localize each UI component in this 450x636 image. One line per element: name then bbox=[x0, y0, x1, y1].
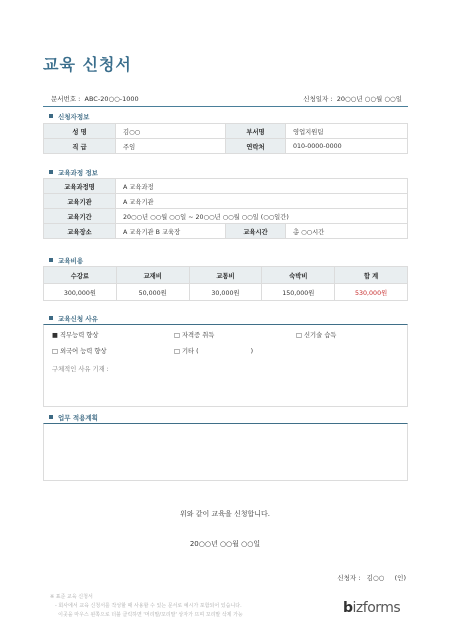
contact-label: 연락처 bbox=[226, 139, 286, 154]
cost-table bbox=[43, 266, 408, 301]
section-heading-applicant bbox=[49, 112, 89, 121]
section-heading-cost bbox=[49, 256, 83, 265]
table-row bbox=[44, 124, 408, 139]
cost-header-textbook: 교재비 bbox=[116, 267, 189, 284]
course-table bbox=[43, 178, 408, 239]
institution-label: 교육기관 bbox=[44, 194, 116, 209]
page-title: 교육 신청서 bbox=[43, 55, 132, 74]
table-row bbox=[44, 224, 408, 239]
applicant-sign-label: 신청자 : bbox=[337, 574, 361, 582]
section-title: 교육신청 사유 bbox=[58, 315, 98, 323]
period-value[interactable]: 20○○년 ○○월 ○○일 ~ 20○○년 ○○월 ○○일 (○○일간) bbox=[116, 209, 408, 224]
table-row bbox=[44, 194, 408, 209]
statement: 위와 같이 교육을 신청합니다. bbox=[179, 510, 271, 518]
section-heading-course bbox=[49, 168, 98, 177]
cost-header-transport: 교통비 bbox=[189, 267, 262, 284]
cost-tuition[interactable]: 300,000원 bbox=[44, 284, 117, 301]
section-marker-icon bbox=[49, 170, 53, 174]
section-title: 업무 적용계획 bbox=[58, 414, 98, 422]
section-heading-reason bbox=[49, 314, 98, 323]
rank-label: 직 급 bbox=[44, 139, 116, 154]
reason-option-other[interactable]: □ 기타 ( ) bbox=[174, 348, 254, 355]
place-label: 교육장소 bbox=[44, 224, 116, 239]
apply-date-label: 신청일자 : bbox=[303, 95, 333, 103]
doc-number bbox=[51, 94, 139, 103]
table-row bbox=[44, 267, 408, 284]
course-value[interactable]: A 교육과정 bbox=[116, 179, 408, 194]
brand-name: izforms bbox=[352, 600, 401, 616]
cost-header-lodging: 숙박비 bbox=[262, 267, 335, 284]
contact-value[interactable]: 010-0000-0000 bbox=[286, 139, 408, 154]
dept-value[interactable]: 영업지원팀 bbox=[286, 124, 408, 139]
name-label: 성 명 bbox=[44, 124, 116, 139]
table-row bbox=[44, 284, 408, 301]
course-label: 교육과정명 bbox=[44, 179, 116, 194]
doc-number-label: 문서번호 : bbox=[51, 95, 81, 103]
cost-header-total: 합 계 bbox=[335, 267, 408, 284]
reason-detail-label[interactable]: 구체적인 사유 기재 : bbox=[52, 366, 109, 373]
institution-value[interactable]: A 교육기관 bbox=[116, 194, 408, 209]
reason-option-job-skill[interactable]: ■ 직무능력 향상 bbox=[52, 332, 99, 339]
plan-input-box[interactable] bbox=[43, 423, 408, 481]
section-marker-icon bbox=[49, 258, 53, 262]
section-heading-plan bbox=[49, 413, 98, 422]
rank-value[interactable]: 주임 bbox=[116, 139, 226, 154]
applicant-table bbox=[43, 123, 408, 154]
section-marker-icon bbox=[49, 316, 53, 320]
cost-textbook[interactable]: 50,000원 bbox=[116, 284, 189, 301]
section-title: 교육비용 bbox=[58, 257, 84, 265]
footnote-line-1: - 회사에서 교육 신청서를 작성할 때 사용할 수 있는 문서로 예시가 포함되어 있습니다. bbox=[55, 603, 242, 609]
hours-label: 교육시간 bbox=[226, 224, 286, 239]
cost-header-tuition: 수강료 bbox=[44, 267, 117, 284]
place-value[interactable]: A 교육기관 B 교육장 bbox=[116, 224, 226, 239]
doc-number-value: ABC-20○○-1000 bbox=[84, 95, 139, 103]
applicant-seal: (인) bbox=[394, 574, 406, 582]
reason-option-language[interactable]: □ 외국어 능력 향상 bbox=[52, 348, 107, 355]
applicant-signature bbox=[337, 573, 406, 582]
reason-option-new-tech[interactable]: □ 신기술 습득 bbox=[296, 332, 337, 339]
cost-lodging[interactable]: 150,000원 bbox=[262, 284, 335, 301]
apply-date bbox=[303, 94, 402, 103]
hours-value[interactable]: 총 ○○시간 bbox=[286, 224, 408, 239]
reason-option-certificate[interactable]: □ 자격증 취득 bbox=[174, 332, 215, 339]
section-title: 교육과정 정보 bbox=[58, 169, 98, 177]
table-row bbox=[44, 209, 408, 224]
footnote-title: ※ 표준 교육 신청서 bbox=[50, 594, 93, 600]
sign-date: 20○○년 ○○월 ○○일 bbox=[189, 540, 261, 548]
cost-transport[interactable]: 30,000원 bbox=[189, 284, 262, 301]
section-title: 신청자정보 bbox=[58, 113, 90, 121]
name-value[interactable]: 김○○ bbox=[116, 124, 226, 139]
period-label: 교육기간 bbox=[44, 209, 116, 224]
cost-total: 530,000원 bbox=[335, 284, 408, 301]
reason-box bbox=[43, 324, 408, 407]
doc-info-bar bbox=[43, 91, 408, 107]
dept-label: 부서명 bbox=[226, 124, 286, 139]
section-marker-icon bbox=[49, 114, 53, 118]
brand-prefix: b bbox=[343, 600, 353, 616]
applicant-sign-name[interactable]: 김○○ bbox=[366, 574, 385, 582]
table-row bbox=[44, 139, 408, 154]
apply-date-value: 20○○년 ○○월 ○○일 bbox=[336, 95, 402, 103]
table-row bbox=[44, 179, 408, 194]
footnote-line-2: 이곳을 마우스 왼쪽으로 더블 클릭하면 '머리말/꼬리말' 상자가 뜨며 꼬리말 삭제 가능 bbox=[55, 612, 243, 618]
bizforms-logo bbox=[343, 600, 400, 616]
section-marker-icon bbox=[49, 415, 53, 419]
